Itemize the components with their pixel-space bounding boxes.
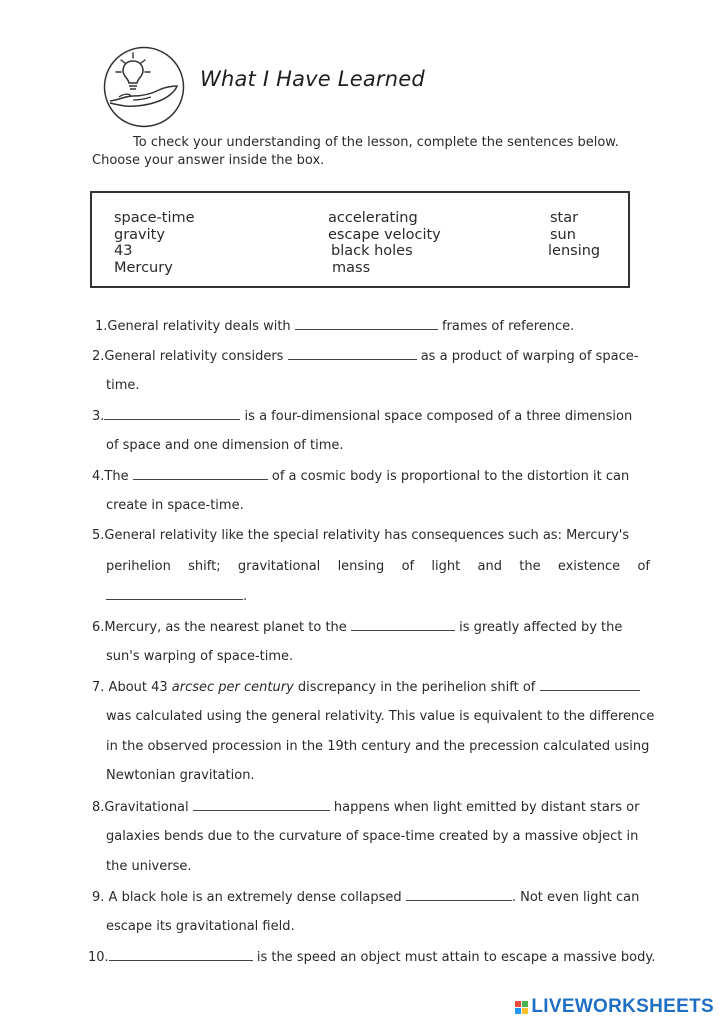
question-10: 10. is the speed an object must attain to escape a massive body. — [88, 950, 656, 965]
word-option: gravity — [114, 227, 165, 243]
word-box — [90, 191, 630, 288]
word-option: mass — [332, 260, 371, 276]
question-5-line-3: . — [106, 588, 247, 604]
question-4: 4.The of a cosmic body is proportional to the distortion it can — [92, 469, 630, 484]
question-7-line-2: was calculated using the general relativity. This value is equivalent to the difference — [106, 709, 655, 724]
question-7-line-4: Newtonian gravitation. — [106, 768, 255, 783]
answer-blank-6[interactable] — [351, 619, 455, 631]
question-3: 3. is a four-dimensional space composed of a three dimension — [92, 409, 633, 424]
question-6: 6.Mercury, as the nearest planet to the is greatly affected by the — [92, 620, 623, 635]
question-3-cont: of space and one dimension of time. — [106, 438, 344, 453]
word-option: 43 — [114, 243, 133, 259]
word-option: Mercury — [114, 260, 173, 276]
question-8: 8.Gravitational happens when light emitted by distant stars or — [92, 800, 640, 815]
question-8-line-2: galaxies bends due to the curvature of space-time created by a massive object in — [106, 829, 639, 844]
word-option: escape velocity — [328, 227, 441, 243]
word-option: accelerating — [328, 210, 418, 226]
intro-line-1: To check your understanding of the lesson, complete the sentences below. — [133, 135, 619, 150]
question-4-cont: create in space-time. — [106, 498, 244, 513]
word-option: lensing — [548, 243, 601, 259]
answer-blank-9[interactable] — [406, 889, 512, 901]
word-option: star — [550, 210, 579, 226]
liveworksheets-logo-icon — [515, 1001, 528, 1014]
question-9: 9. A black hole is an extremely dense collapsed . Not even light can — [92, 890, 640, 905]
answer-blank-4[interactable] — [133, 468, 268, 480]
question-5: 5.General relativity like the special relativity has consequences such as: Mercury's — [92, 528, 630, 543]
word-option: space-time — [114, 210, 195, 226]
answer-blank-2[interactable] — [288, 348, 417, 360]
question-5-line-2: perihelion shift; gravitational lensing of light and the existence of — [106, 559, 650, 574]
answer-blank-3[interactable] — [104, 408, 240, 420]
question-8-line-3: the universe. — [106, 859, 192, 874]
word-option: sun — [550, 227, 576, 243]
question-7-line-3: in the observed procession in the 19th century and the precession calculated using — [106, 739, 650, 754]
liveworksheets-brand[interactable] — [515, 996, 714, 1018]
question-9-cont: escape its gravitational field. — [106, 919, 295, 934]
answer-blank-7[interactable] — [540, 679, 640, 691]
answer-blank-10[interactable] — [109, 949, 253, 961]
intro-line-2: Choose your answer inside the box. — [92, 153, 325, 168]
answer-blank-5[interactable] — [106, 588, 243, 600]
question-2: 2.General relativity considers as a product of warping of space- — [92, 349, 639, 364]
word-option: black holes — [331, 243, 413, 259]
lightbulb-hand-icon — [103, 46, 185, 128]
question-2-cont: time. — [106, 378, 140, 393]
question-6-cont: sun's warping of space-time. — [106, 649, 294, 664]
answer-blank-1[interactable] — [295, 318, 438, 330]
answer-blank-8[interactable] — [193, 799, 330, 811]
brand-name: LIVEWORKSHEETS — [531, 996, 714, 1017]
question-1: 1.General relativity deals with frames of reference. — [95, 319, 575, 334]
page-title: What I Have Learned — [200, 67, 425, 91]
question-7: 7. About 43 arcsec per century discrepancy in the perihelion shift of — [92, 679, 640, 695]
